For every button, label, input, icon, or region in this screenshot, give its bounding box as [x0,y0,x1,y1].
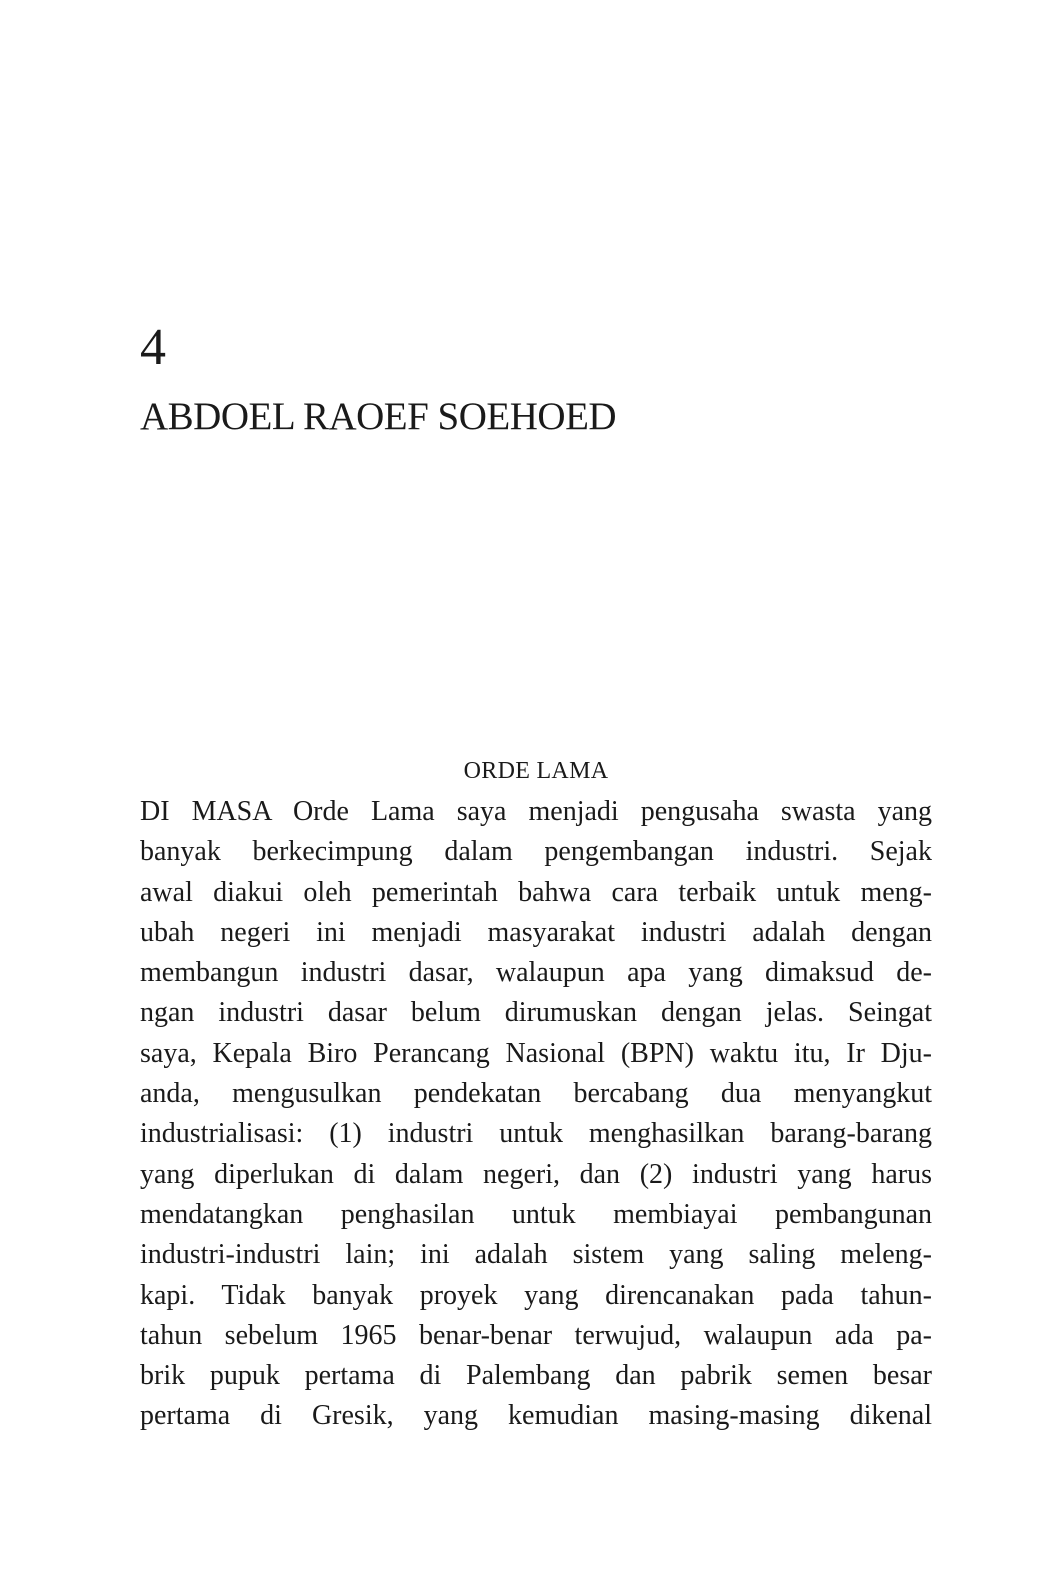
paragraph-line: industri-industri lain; ini adalah sistem yang saling meleng- [140,1239,932,1271]
paragraph-line: kapi. Tidak banyak proyek yang direncanakan pada tahun- [140,1279,932,1311]
paragraph-line: tahun sebelum 1965 benar-benar terwujud, walaupun ada pa- [140,1319,932,1351]
paragraph-line: industrialisasi: (1) industri untuk menghasilkan barang-barang [140,1118,932,1150]
paragraph-line: anda, mengusulkan pendekatan bercabang dua menyangkut [140,1078,932,1110]
paragraph-line: ubah negeri ini menjadi masyarakat industri adalah dengan [140,916,932,948]
paragraph-line: ngan industri dasar belum dirumuskan dengan jelas. Seingat [140,997,932,1029]
paragraph-line: mendatangkan penghasilan untuk membiayai pembangunan [140,1198,932,1230]
paragraph-line: pertama di Gresik, yang kemudian masing-masing dikenal [140,1400,932,1432]
paragraph-line: yang diperlukan di dalam negeri, dan (2) industri yang harus [140,1158,932,1190]
section-heading: ORDE LAMA [463,758,609,784]
paragraph-line: brik pupuk pertama di Palembang dan pabrik semen besar [140,1360,932,1392]
paragraph-line: membangun industri dasar, walaupun apa yang dimaksud de- [140,957,932,989]
chapter-number: 4 [140,319,166,376]
chapter-title: ABDOEL RAOEF SOEHOED [140,395,617,438]
paragraph-line: saya, Kepala Biro Perancang Nasional (BPN) waktu itu, Ir Dju- [140,1037,932,1069]
paragraph-line: DI MASA Orde Lama saya menjadi pengusaha swasta yang [140,796,932,827]
body-paragraph [140,792,932,1437]
paragraph-line: banyak berkecimpung dalam pengembangan industri. Sejak [140,836,932,868]
paragraph-line: awal diakui oleh pemerintah bahwa cara terbaik untuk meng- [140,876,932,908]
